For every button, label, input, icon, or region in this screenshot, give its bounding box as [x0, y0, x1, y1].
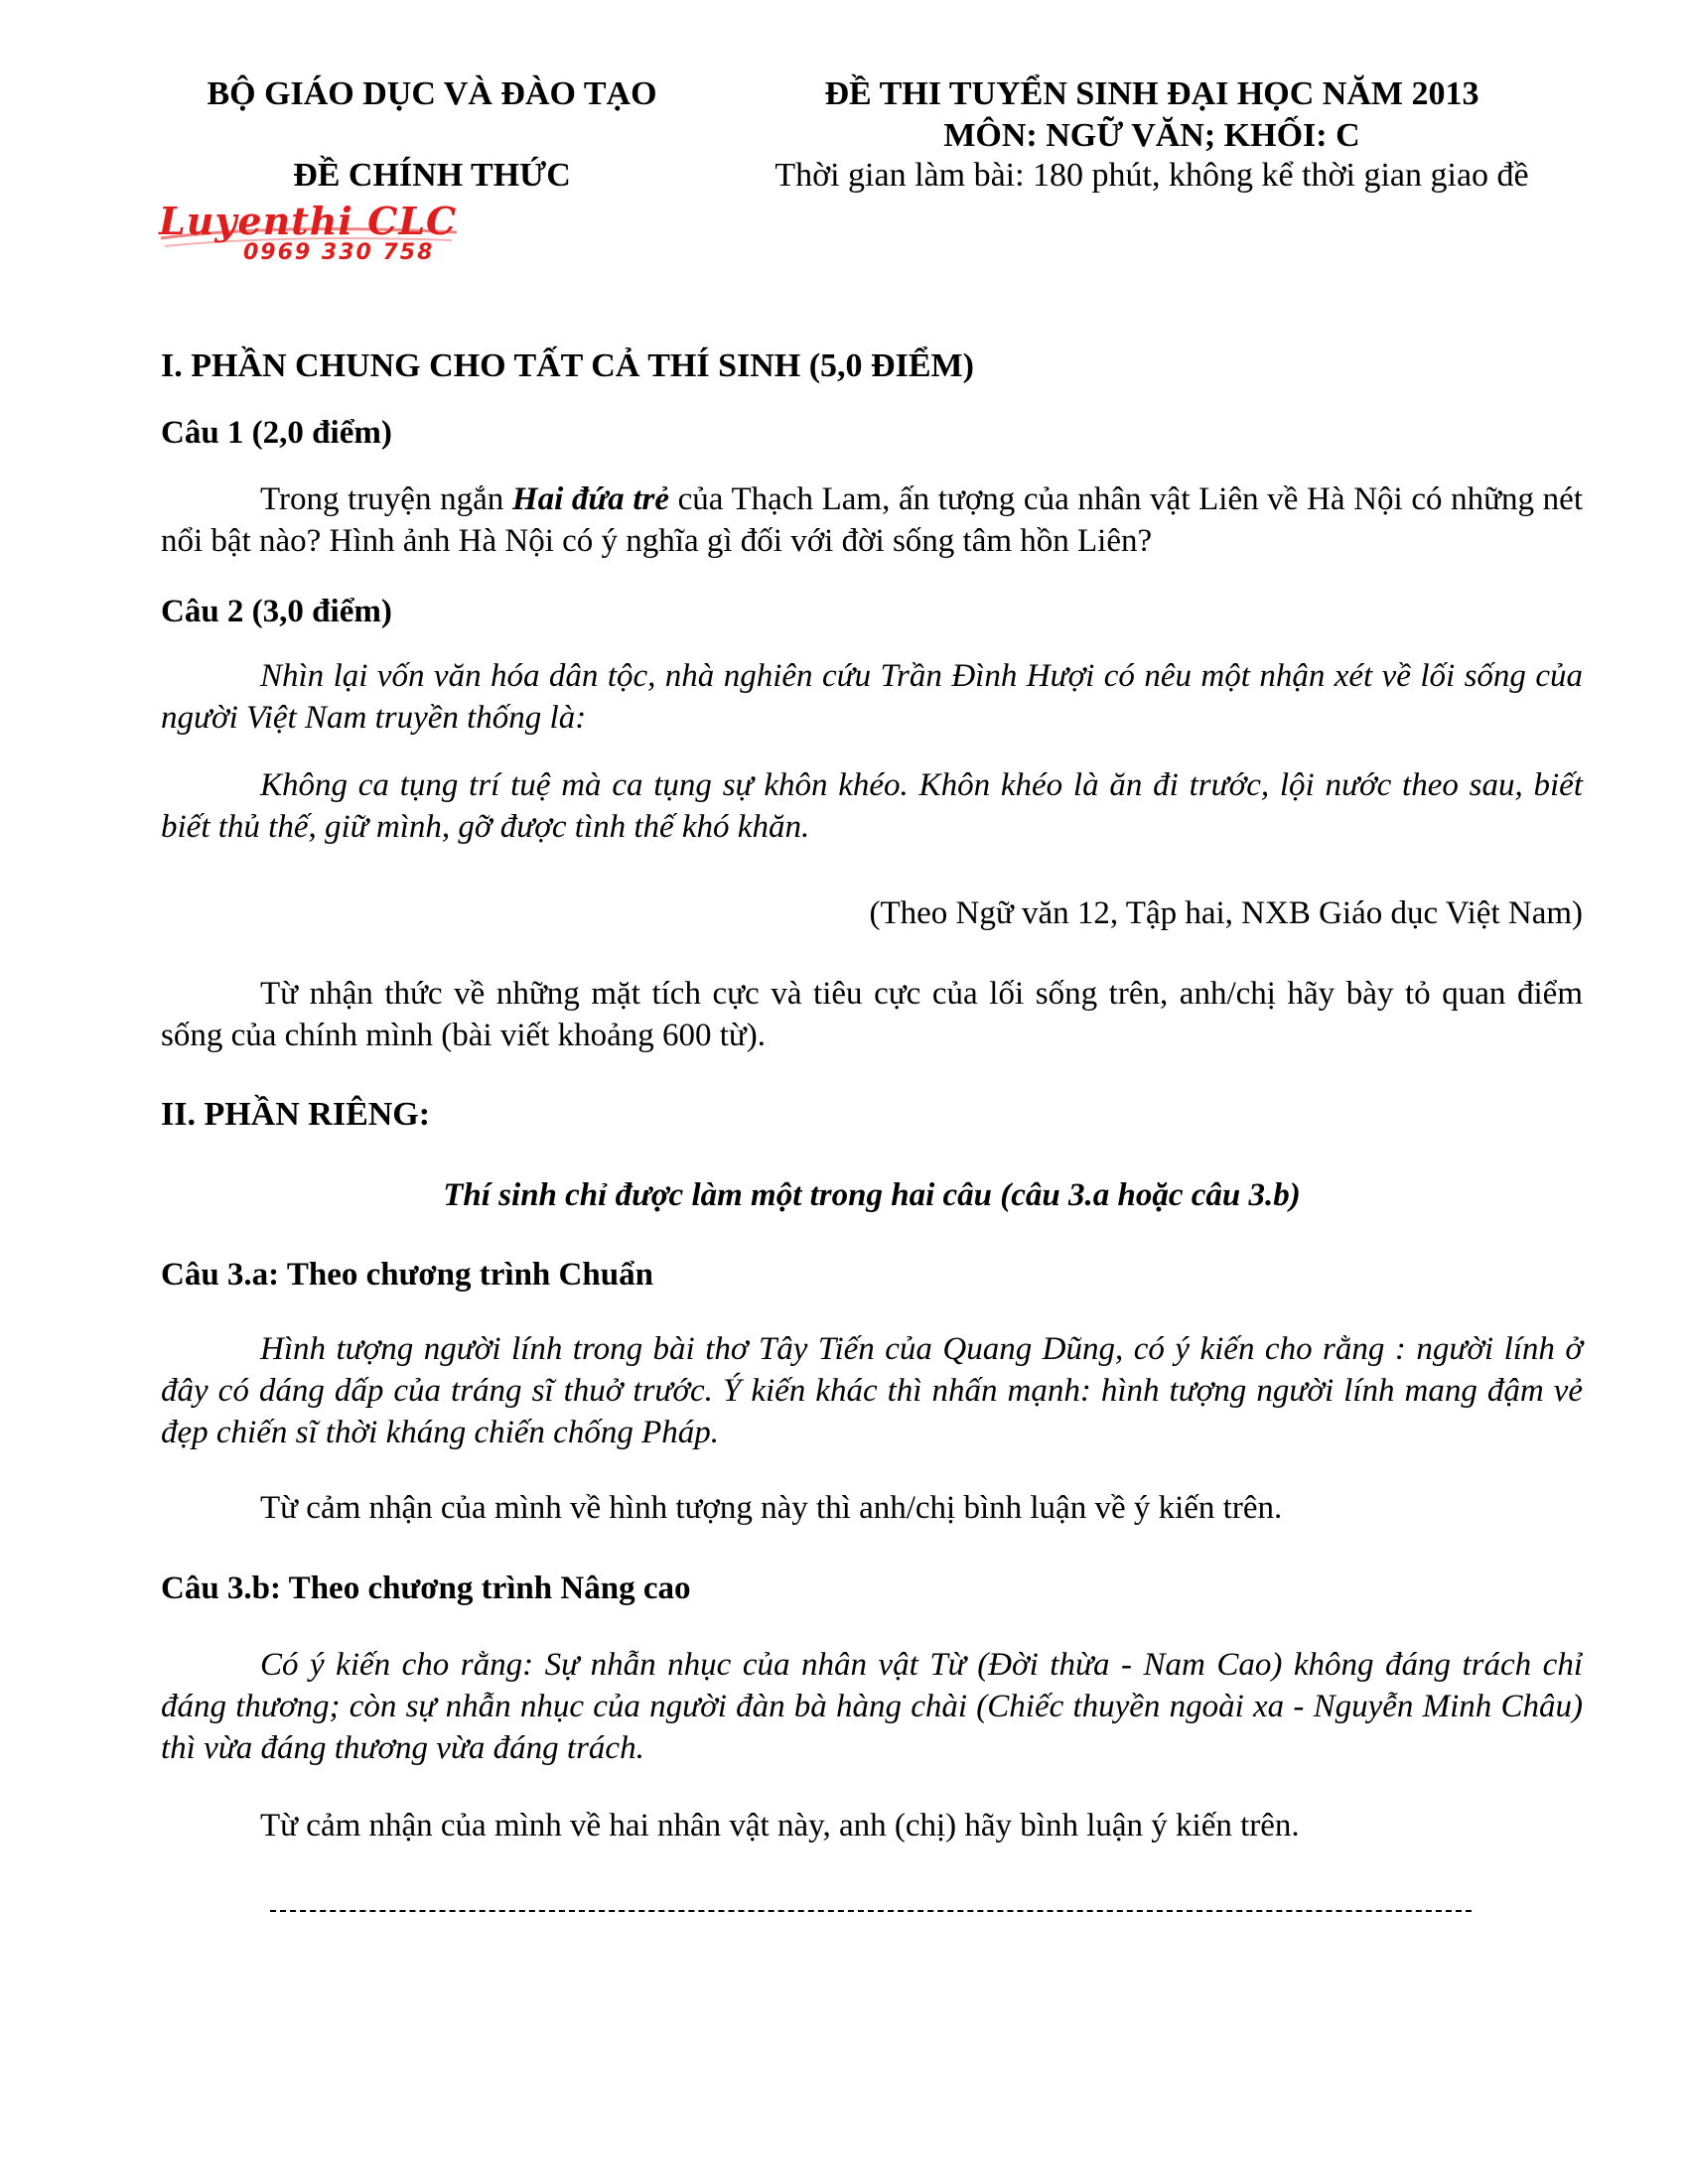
- q3b-block: [161, 1570, 1583, 1607]
- exam-subject: MÔN: NGỮ VĂN; KHỐI: C: [943, 117, 1360, 154]
- q2-source-wrap: [161, 895, 1583, 932]
- q2-intro: Nhìn lại vốn văn hóa dân tộc, nhà nghiên cứu Trần Đình Hượi có nêu một nhận xét về lối sống của người Việt Nam truyền thống là:: [161, 658, 1583, 736]
- end-divider: [270, 1910, 1472, 1912]
- q1-block: [161, 415, 1583, 452]
- q1-body: [161, 478, 1583, 562]
- q3a-task: Từ cảm nhận của mình về hình tượng này thì anh/chị bình luận về ý kiến trên.: [260, 1490, 1283, 1526]
- q2-source: (Theo Ngữ văn 12, Tập hai, NXB Giáo dục Việt Nam): [869, 895, 1583, 931]
- q3b-prompt-wrap: [161, 1644, 1583, 1769]
- q3a-prompt: Hình tượng người lính trong bài thơ Tây Tiến của Quang Dũng, có ý kiến cho rằng : người lính ở đây có dáng dấp của tráng sĩ thuở trước. Ý kiến khác thì nhấn mạnh: hình tượng người lính mang đậm vẻ đẹp chiến sĩ thời kháng chiến chống Pháp.: [161, 1331, 1583, 1450]
- part1-section: [161, 347, 1583, 385]
- logo-name: Luyenthi CLC: [159, 199, 458, 243]
- q1-text-before: Trong truyện ngắn: [260, 481, 512, 517]
- luyenthi-logo: [159, 199, 467, 268]
- q3a-prompt-wrap: [161, 1328, 1583, 1453]
- part2-note: Thí sinh chỉ được làm một trong hai câu (câu 3.a hoặc câu 3.b): [443, 1177, 1301, 1213]
- q2-heading: Câu 2 (3,0 điểm): [161, 594, 392, 629]
- q1-heading: Câu 1 (2,0 điểm): [161, 415, 392, 451]
- q1-text: [161, 478, 1583, 562]
- q2-block: [161, 594, 1583, 630]
- ministry-name: BỘ GIÁO DỤC VÀ ĐÀO TẠO: [207, 75, 657, 112]
- q3a-block: [161, 1257, 1583, 1294]
- exam-title: ĐỀ THI TUYỂN SINH ĐẠI HỌC NĂM 2013: [824, 75, 1479, 112]
- q2-intro-wrap: [161, 655, 1583, 739]
- q2-task-wrap: [161, 973, 1583, 1056]
- q3b-heading: Câu 3.b: Theo chương trình Nâng cao: [161, 1570, 691, 1606]
- exam-duration: Thời gian làm bài: 180 phút, không kể thời gian giao đề: [774, 157, 1529, 194]
- part2-title: II. PHẦN RIÊNG:: [161, 1096, 431, 1133]
- q1-work-title: Hai đứa trẻ: [511, 481, 669, 517]
- q3b-prompt: Có ý kiến cho rằng: Sự nhẫn nhục của nhân vật Từ (Đời thừa - Nam Cao) không đáng trách chỉ đáng thương; còn sự nhẫn nhục của người đàn bà hàng chài (Chiếc thuyền ngoài xa - Nguyễn Minh Châu) thì vừa đáng thương vừa đáng trách.: [161, 1647, 1583, 1766]
- q2-task: Từ nhận thức về những mặt tích cực và tiêu cực của lối sống trên, anh/chị hãy bày tỏ quan điểm sống của chính mình (bài viết khoảng 600 từ).: [161, 976, 1583, 1053]
- logo-phone: 0969 330 758: [243, 240, 435, 265]
- part1-title: I. PHẦN CHUNG CHO TẤT CẢ THÍ SINH (5,0 ĐIỂM): [161, 347, 974, 384]
- q3a-task-wrap: [161, 1487, 1583, 1529]
- q3b-task-wrap: [161, 1805, 1583, 1846]
- q1-text-after: của Thạch Lam, ấn tượng của nhân vật Liên về Hà Nội có những nét nổi bật nào? Hình ảnh Hà Nội có ý nghĩa gì đối với đời sống tâm hồn Liên?: [161, 481, 1583, 559]
- q2-quote-wrap: [161, 764, 1583, 848]
- part2-section: [161, 1096, 1583, 1134]
- official-exam-label: ĐỀ CHÍNH THỨC: [293, 157, 571, 194]
- q3a-heading: Câu 3.a: Theo chương trình Chuẩn: [161, 1257, 653, 1293]
- part2-note-wrap: [161, 1177, 1583, 1214]
- q2-quote: Không ca tụng trí tuệ mà ca tụng sự khôn khéo. Khôn khéo là ăn đi trước, lội nước theo sau, biết biết thủ thế, giữ mình, gỡ được tình thế khó khăn.: [161, 767, 1583, 845]
- q3b-task: Từ cảm nhận của mình về hai nhân vật này, anh (chị) hãy bình luận ý kiến trên.: [260, 1808, 1300, 1843]
